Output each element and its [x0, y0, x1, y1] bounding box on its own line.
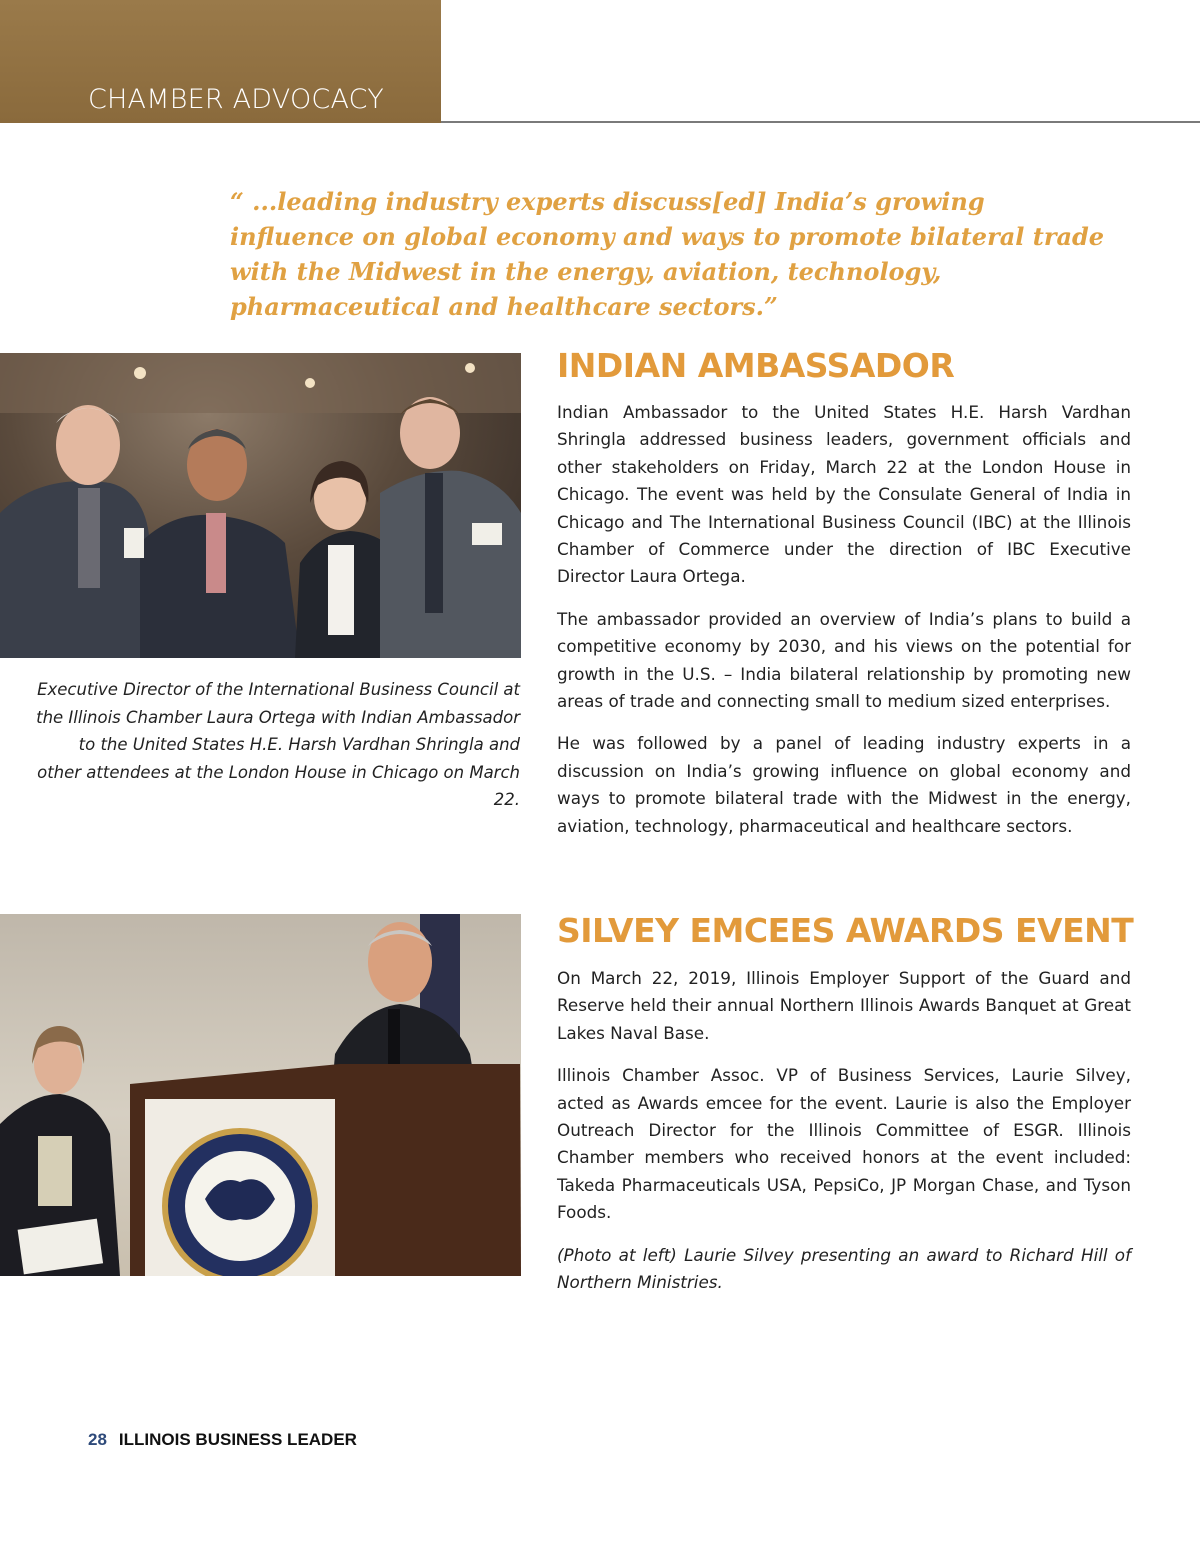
awards-banquet-photo [0, 914, 521, 1276]
article-paragraph: On March 22, 2019, Illinois Employer Support of the Guard and Reserve held their annual Northern Illinois Awards Banquet at Great Lakes Naval Base. [557, 968, 1131, 1043]
article-paragraph: He was followed by a panel of leading industry experts in a discussion on India’s growing influence on global economy and ways to promote bilateral trade with the Midwest in the energy, aviation, technology, pharmaceutical and healthcare sectors. [557, 733, 1131, 836]
article-heading-silvey-awards: SILVEY EMCEES AWARDS EVENT [557, 911, 1134, 950]
page-footer [88, 1430, 357, 1450]
ambassador-group-photo [0, 353, 521, 658]
article-paragraph: The ambassador provided an overview of India’s plans to build a competitive economy by 2030, and his views on the potential for growth in the U.S. – India bilateral relationship by promoting new areas of trade and connecting small to medium sized enterprises. [557, 608, 1131, 712]
section-title: CHAMBER ADVOCACY [88, 84, 384, 115]
article-body-silvey-awards [557, 965, 1131, 1311]
article-paragraph: Indian Ambassador to the United States H.E. Harsh Vardhan Shringla addressed business leaders, government officials and other stakeholders on Friday, March 22 at the London House in Chicago. The event was held by the Consulate General of India in Chicago and The International Business Council (IBC) at the Illinois Chamber of Commerce under the direction of IBC Executive Director Laura Ortega. [557, 402, 1131, 587]
publication-name: ILLINOIS BUSINESS LEADER [118, 1430, 357, 1449]
article-paragraph: Illinois Chamber Assoc. VP of Business Services, Laurie Silvey, acted as Awards emcee for the event. Laurie is also the Employer Outreach Director for the Illinois Committee of ESGR. Illinois Chamber members who received honors at the event included: Takeda Pharmaceuticals USA, PepsiCo, JP Morgan Chase, and Tyson Foods. [557, 1065, 1131, 1223]
photo-note: (Photo at left) Laurie Silvey presenting an award to Richard Hill of Northern Ministries. [557, 1244, 1131, 1293]
header-divider [441, 121, 1200, 123]
article-body-indian-ambassador [557, 399, 1131, 855]
article-heading-indian-ambassador: INDIAN AMBASSADOR [557, 346, 955, 385]
page-number: 28 [88, 1430, 107, 1449]
pull-quote: “ ...leading industry experts discuss[ed] India’s growing influence on global economy and ways to promote bilateral trade with the Midwest in the energy, aviation, technology, pharmaceutical and healthcare sectors.” [230, 187, 1105, 321]
photo-caption: Executive Director of the International Business Council at the Illinois Chamber Laura Ortega with Indian Ambassador to the United States H.E. Harsh Vardhan Shringla and other attendees at the London House in Chicago on March 22. [36, 680, 520, 809]
